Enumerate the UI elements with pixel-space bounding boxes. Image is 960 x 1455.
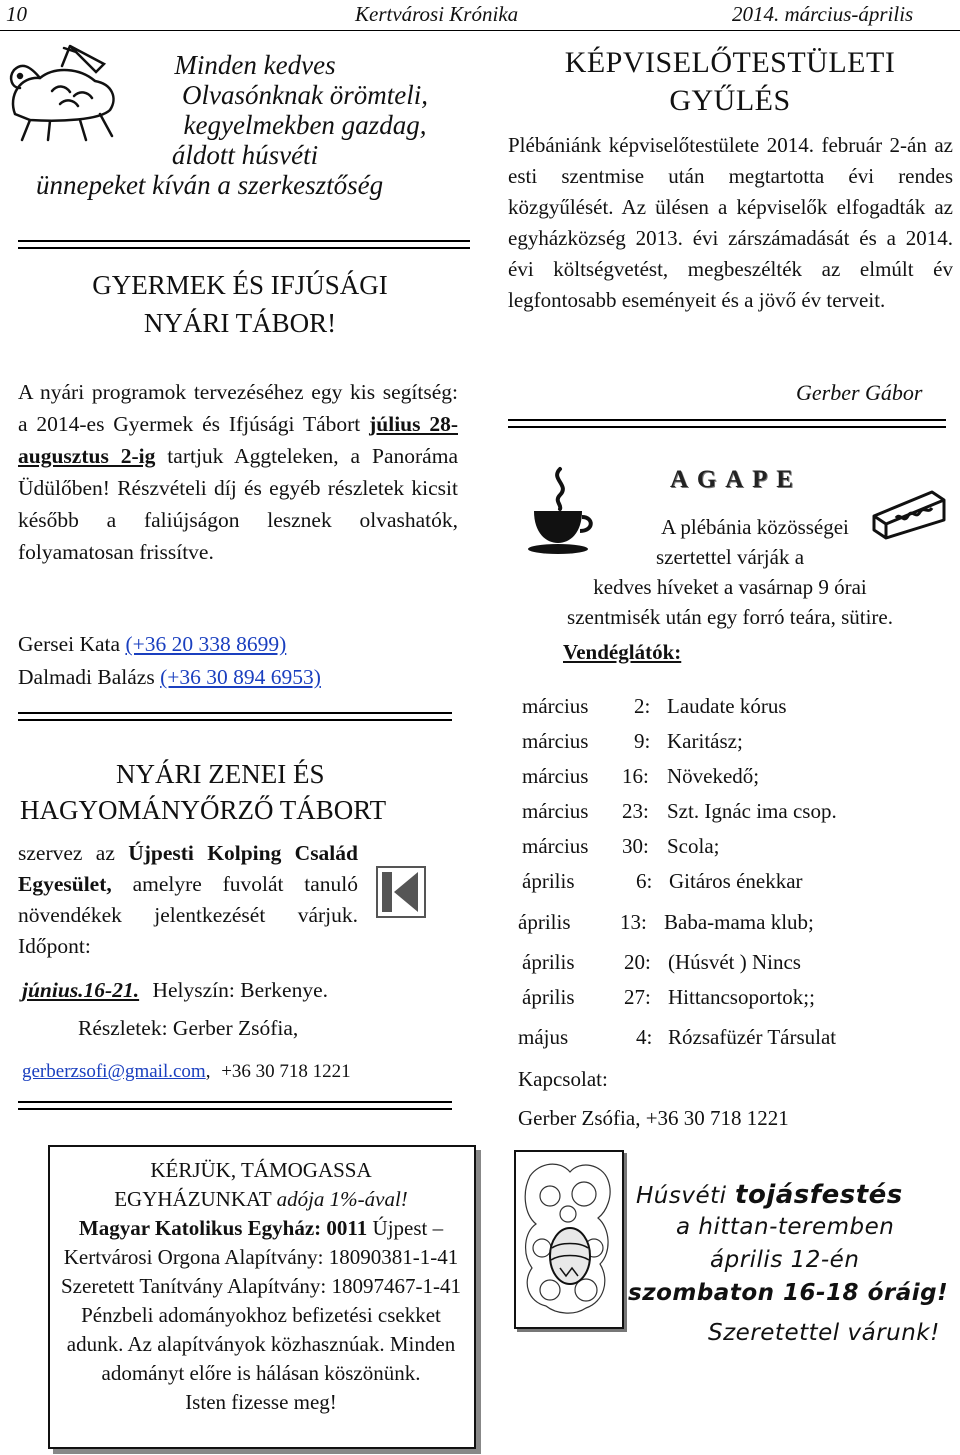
- schedule-month: március: [522, 694, 589, 718]
- schedule-day: 30:: [622, 834, 649, 858]
- easter-line-1: Húsvéti tojásfestés: [636, 1180, 903, 1210]
- schedule-group: Rózsafüzér Társulat: [668, 1025, 837, 1049]
- donation-closing: Isten fizesse meg!: [185, 1390, 337, 1414]
- agape-line: szertettel várják a: [655, 545, 805, 569]
- donation-body: Újpest –Kertvárosi Orgona Alapítvány: 18090381-1-41 Szeretett Tanítvány Alapítvány: 18097467-1-41 Pénzbeli adományokhoz befizetési csekket adunk. Az alapítványok közhasznúak. Minden adományt előre is hálásan köszönünk.: [61, 1216, 461, 1385]
- schedule-month: március: [522, 729, 589, 753]
- agape-line: szentmisék után egy forró teára, sütire.: [567, 605, 893, 629]
- council-title: [500, 44, 960, 120]
- page-header: [0, 0, 960, 30]
- greeting-line: Minden kedves: [174, 50, 336, 80]
- council-signature: Gerber Gábor: [796, 380, 923, 405]
- schedule-day: 6:: [636, 869, 653, 893]
- easter-line-5: Szeretettel várunk!: [708, 1320, 940, 1346]
- contact-line: Dalmadi Balázs (+36 30 894 6953): [18, 665, 321, 689]
- easter-line-3: április 12-én: [710, 1247, 860, 1273]
- music-camp-contact: gerberzsofi@gmail.com, +36 30 718 1221: [22, 1061, 351, 1082]
- agape-text: [520, 512, 940, 632]
- greeting-line: áldott húsvéti: [171, 140, 319, 170]
- easter-line-2: a hittan-teremben: [676, 1214, 895, 1240]
- schedule-day: 27:: [624, 985, 651, 1009]
- donation-subheading: EGYHÁZUNKAT adója 1%-ával!: [114, 1187, 408, 1211]
- camp-title-line: NYÁRI TÁBOR!: [143, 308, 337, 338]
- agape-line: kedves híveket a vasárnap 9 órai: [593, 575, 867, 599]
- greeting: [0, 50, 480, 200]
- kolping-logo-icon: [376, 866, 426, 918]
- schedule-day: 9:: [634, 729, 651, 753]
- publication-name: Kertvárosi Krónika: [355, 2, 519, 26]
- header-rule: [0, 30, 960, 31]
- section-divider: [18, 240, 470, 249]
- music-camp-phone: +36 30 718 1221: [221, 1061, 351, 1082]
- schedule-day: 13:: [620, 910, 647, 934]
- schedule-month: május: [518, 1025, 569, 1049]
- music-camp-title: [0, 756, 480, 828]
- music-camp-when: [22, 975, 472, 1005]
- camp-contacts: [18, 628, 468, 694]
- easter-line-4: szombaton 16-18 óráig!: [628, 1280, 949, 1306]
- schedule-day: 2:: [634, 694, 651, 718]
- hosts-label: Vendéglátók:: [563, 640, 682, 664]
- schedule-month: április: [518, 910, 571, 934]
- camp-intro: A nyári programok tervezéséhez egy kis segítség: a 2014-es Gyermek és Ifjúsági Tábort: [18, 380, 458, 436]
- email-link[interactable]: gerberzsofi@gmail.com: [22, 1061, 206, 1082]
- schedule-month: április: [522, 950, 575, 974]
- schedule-group: Scola;: [667, 834, 720, 858]
- page-number: 10: [6, 2, 27, 26]
- schedule-month: április: [522, 869, 575, 893]
- schedule-group: (Húsvét ) Nincs: [668, 950, 801, 974]
- donation-org: Magyar Katolikus Egyház: 0011: [78, 1216, 368, 1240]
- camp-rest: tartjuk Aggteleken, a Panoráma Üdülőben! Részvételi díj és egyéb részletek kicsit később a faliújságon lesznek olvashatók, folyamatosan frissítve.: [18, 444, 458, 564]
- section-divider: [18, 712, 452, 721]
- schedule-month: március: [522, 799, 589, 823]
- schedule-day: 20:: [624, 950, 651, 974]
- donation-heading: KÉRJÜK, TÁMOGASSA: [150, 1158, 372, 1182]
- phone-link[interactable]: (+36 20 338 8699): [125, 632, 287, 656]
- agape-line: A plébánia közösségei: [661, 515, 849, 539]
- camp-title-line: GYERMEK ÉS IFJÚSÁGI: [92, 270, 388, 300]
- section-divider: [18, 1101, 452, 1110]
- camp-dates: július 28-augusztus 2-ig: [18, 412, 458, 468]
- camp-body: [18, 376, 458, 568]
- agape-title: A G A P E: [670, 466, 795, 493]
- schedule-day: 23:: [622, 799, 649, 823]
- contact-line: Gersei Kata (+36 20 338 8699): [18, 632, 287, 656]
- greeting-line: kegyelmekben gazdag,: [183, 110, 427, 140]
- contact-label: Kapcsolat:: [518, 1067, 608, 1091]
- schedule-month: március: [522, 764, 589, 788]
- schedule-group: Szt. Ignác ima csop.: [667, 799, 837, 823]
- agape-contact: Gerber Zsófia, +36 30 718 1221: [518, 1106, 789, 1130]
- camp-title: [0, 266, 480, 342]
- music-camp-title-line: NYÁRI ZENEI ÉS: [116, 759, 325, 789]
- schedule-day: 16:: [622, 764, 649, 788]
- music-camp-title-line: HAGYOMÁNYŐRZŐ TÁBORT: [20, 795, 387, 825]
- schedule-day: 4:: [636, 1025, 653, 1049]
- schedule-month: április: [522, 985, 575, 1009]
- organization-name: Újpesti Kolping Család Egyesület,: [18, 841, 358, 896]
- council-title-line: KÉPVISELŐTESTÜLETI: [564, 46, 896, 79]
- schedule-group: Baba-mama klub;: [664, 910, 814, 934]
- greeting-line: ünnepeket kíván a szerkesztőség: [36, 170, 384, 200]
- council-body: Plébániánk képviselőtestülete 2014. február 2-án az esti szentmise után megtartotta évi rendes közgyűlését. Az ülésen a képviselők elfogadták az egyházközség 2013. évi zárszámadását és a 2014. évi költségvetést, megbeszélték az elmúlt év legfontosabb eseményeit és a jövő év terveit.: [508, 133, 953, 312]
- section-divider: [508, 419, 946, 428]
- easter-egg-icon: [520, 1156, 616, 1320]
- music-camp-body: szervez az Újpesti Kolping Család Egyesület, amelyre fuvolát tanuló növendékek jelentkezését várjuk. Időpont:: [18, 841, 359, 958]
- donation-text: [52, 1156, 470, 1417]
- issue-date: 2014. március-április: [732, 2, 914, 26]
- schedule-group: Hittancsoportok;;: [668, 985, 815, 1009]
- schedule-group: Karitász;: [667, 729, 743, 753]
- schedule-group: Növekedő;: [667, 764, 760, 788]
- phone-link[interactable]: (+36 30 894 6953): [160, 665, 321, 689]
- schedule-group: Laudate kórus: [667, 694, 787, 718]
- schedule-month: március: [522, 834, 589, 858]
- music-camp-place: Helyszín: Berkenye.: [152, 978, 329, 1002]
- schedule-group: Gitáros énekkar: [669, 869, 803, 893]
- council-title-line: GYŰLÉS: [669, 84, 791, 117]
- music-camp-date: június.16-21.: [22, 978, 140, 1002]
- greeting-line: Olvasónknak örömteli,: [182, 80, 428, 110]
- music-camp-details: Részletek: Gerber Zsófia,: [78, 1016, 299, 1040]
